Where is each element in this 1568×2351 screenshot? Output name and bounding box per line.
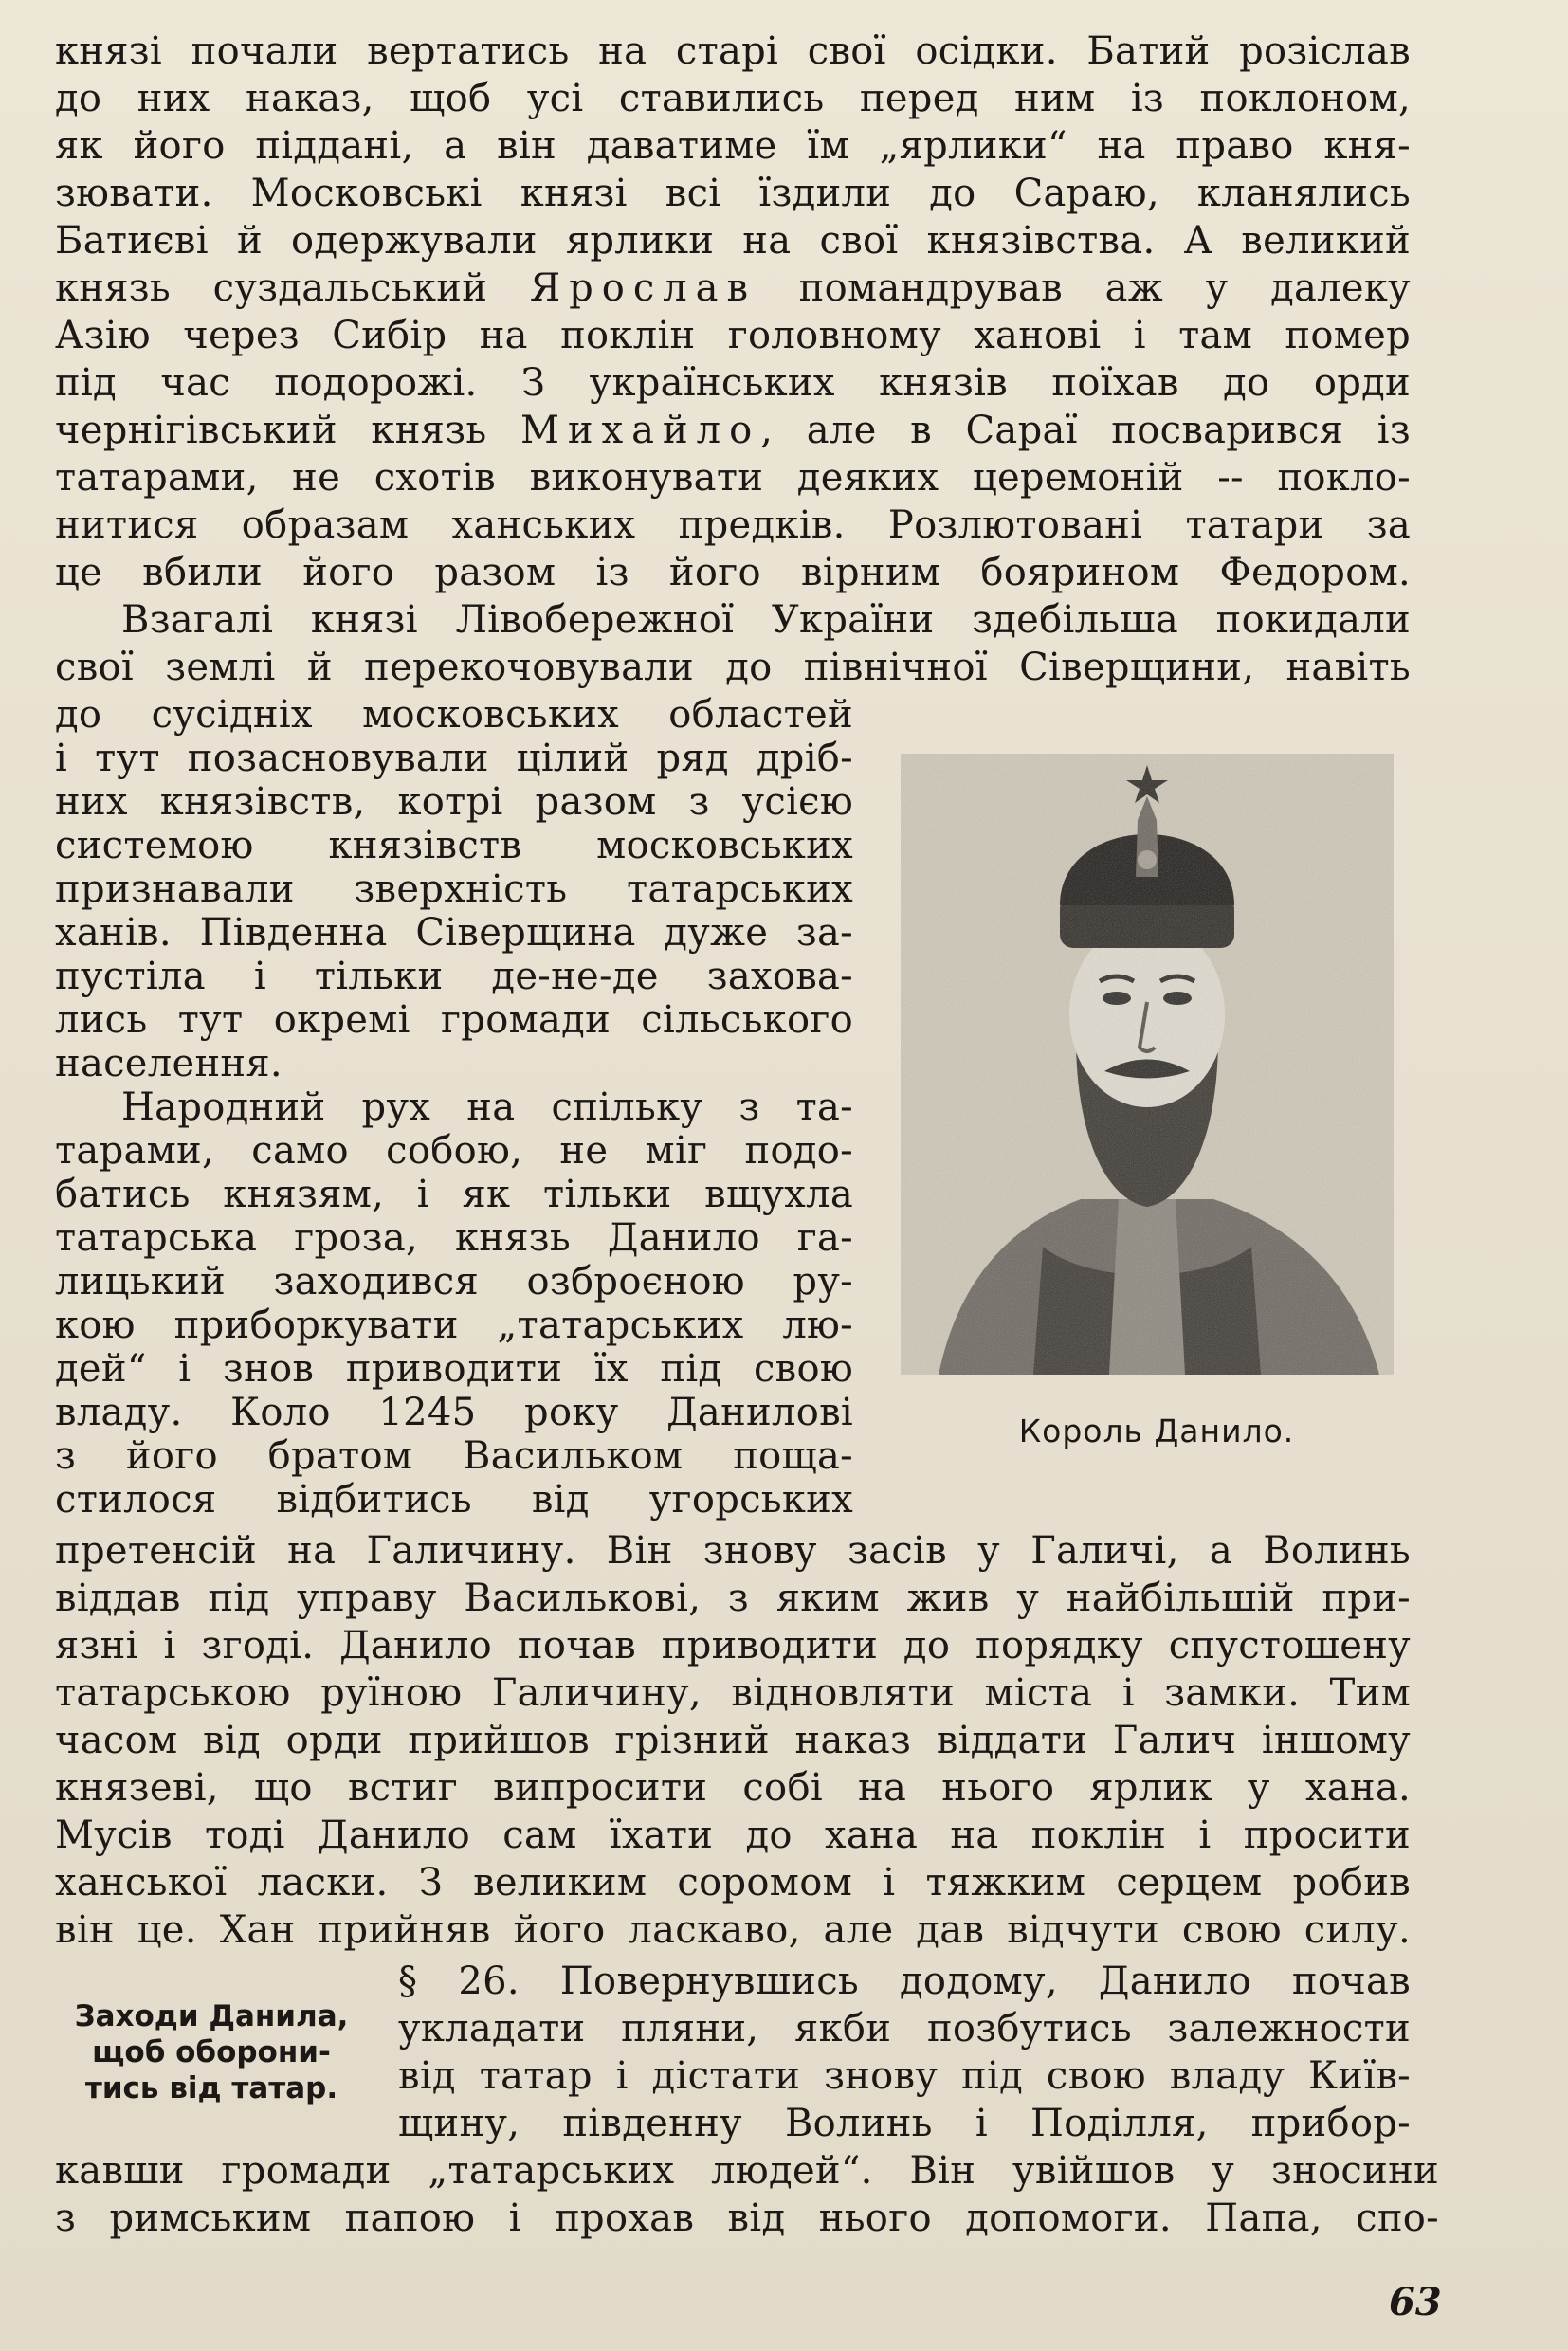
- text-line: свої землі й перекочовували до північної Сіверщини, навіть: [55, 646, 1411, 689]
- spaced-name-yaroslav: Ярослав: [529, 266, 757, 310]
- text-line: це вбили його разом із його вірним боярином Федором.: [55, 551, 1411, 594]
- text-line: ханів. Південна Сіверщина дуже за-: [55, 911, 853, 955]
- text-line: них князівств, котрі разом з усією: [55, 780, 853, 824]
- text-line: укладати пляни, якби позбутись залежности: [398, 2007, 1411, 2050]
- text-line: стилося відбитись від угорських: [55, 1478, 853, 1522]
- margin-note-line: Заходи Данила,: [74, 1999, 349, 2033]
- text-fragment: князь суздальський: [55, 266, 530, 310]
- portrait-drawing: [901, 754, 1394, 1375]
- portrait-king-danylo: [901, 754, 1394, 1375]
- text-line: системою князівств московських: [55, 824, 853, 867]
- text-line: татарська гроза, князь Данило га-: [55, 1216, 853, 1260]
- text-line: [55, 264, 1411, 313]
- paragraph-start-line: Взагалі князі Лівобережної України здебільша покидали: [121, 598, 1411, 642]
- text-line: лись тут окремі громади сільського: [55, 998, 853, 1042]
- text-line: щину, південну Волинь і Поділля, прибор-: [398, 2102, 1411, 2145]
- section-heading-line: § 26. Повернувшись додому, Данило почав: [398, 1959, 1411, 2003]
- text-line: пустіла і тільки де-не-де захова-: [55, 955, 853, 998]
- text-line: часом від орди прийшов грізний наказ віддати Галич іншому: [55, 1719, 1411, 1762]
- text-line: татарською руїною Галичину, відновляти міста і замки. Тим: [55, 1671, 1411, 1715]
- paragraph-start-line: Народний рух на спільку з та-: [121, 1085, 853, 1129]
- text-line: Батиєві й одержували ярлики на свої князівства. А великий: [55, 219, 1411, 263]
- text-line: зювати. Московські князі всі їздили до Сараю, кланялись: [55, 172, 1411, 215]
- text-line: нитися образам ханських предків. Розлютовані татари за: [55, 503, 1411, 547]
- text-line: до них наказ, щоб усі ставились перед ним із поклоном,: [55, 77, 1411, 120]
- text-line: дей“ і знов приводити їх під свою: [55, 1347, 853, 1391]
- text-line: владу. Коло 1245 року Данилові: [55, 1391, 853, 1434]
- text-line: населення.: [55, 1042, 283, 1085]
- text-line: язні і згоді. Данило почав приводити до порядку спустошену: [55, 1624, 1411, 1668]
- text-line: кавши громади „татарських людей“. Він увійшов у зносини: [55, 2149, 1439, 2193]
- text-line: під час подорожі. З українських князів поїхав до орди: [55, 361, 1411, 405]
- page-number: 63: [1389, 2280, 1442, 2324]
- text-line: батись князям, і як тільки вщухла: [55, 1173, 853, 1216]
- text-line: тарами, само собою, не міг подо-: [55, 1129, 853, 1173]
- text-fragment: помандрував аж у далеку: [757, 266, 1411, 310]
- text-line: [55, 406, 1411, 455]
- text-line: претенсій на Галичину. Він знову засів у Галичі, а Волинь: [55, 1529, 1411, 1573]
- text-line: Мусів тоді Данило сам їхати до хана на поклін і просити: [55, 1813, 1411, 1857]
- text-line: признавали зверхність татарських: [55, 867, 853, 911]
- text-fragment: чернігівський князь: [55, 409, 520, 452]
- margin-note-line: тись від татар.: [84, 2071, 338, 2105]
- margin-note-line: щоб оборони-: [92, 2035, 331, 2069]
- text-line: Азію через Сибір на поклін головному ханові і там помер: [55, 314, 1411, 357]
- text-line: кою приборкувати „татарських лю-: [55, 1303, 853, 1347]
- spaced-name-mykhailo: Михайло: [520, 409, 761, 452]
- text-line: князеві, що встиг випросити собі на нього ярлик у хана.: [55, 1766, 1411, 1810]
- text-fragment: , але в Сараї посварився із: [760, 409, 1411, 452]
- text-line: з римським папою і прохав від нього допомоги. Папа, спо-: [55, 2196, 1439, 2240]
- text-line: віддав під управу Василькові, з яким жив у найбільшій при-: [55, 1576, 1411, 1620]
- text-line: і тут позасновували цілий ряд дріб-: [55, 737, 853, 780]
- text-line: татарами, не схотів виконувати деяких церемоній -- покло-: [55, 456, 1411, 500]
- margin-note: [55, 1998, 368, 2106]
- portrait-caption: Король Данило.: [1018, 1412, 1295, 1449]
- text-line: лицький заходився озброєною ру-: [55, 1260, 853, 1303]
- text-line: він це. Хан прийняв його ласкаво, але дав відчути свою силу.: [55, 1908, 1411, 1952]
- text-line: ханської ласки. З великим соромом і тяжким серцем робив: [55, 1861, 1411, 1904]
- text-line: як його піддані, а він даватиме їм „ярлики“ на право кня-: [55, 124, 1411, 168]
- text-line: від татар і дістати знову під свою владу Київ-: [398, 2054, 1411, 2098]
- text-line: князі почали вертатись на старі свої осідки. Батий розіслав: [55, 29, 1411, 73]
- text-line: до сусідніх московських областей: [55, 693, 853, 737]
- text-line: з його братом Васильком поща-: [55, 1434, 853, 1478]
